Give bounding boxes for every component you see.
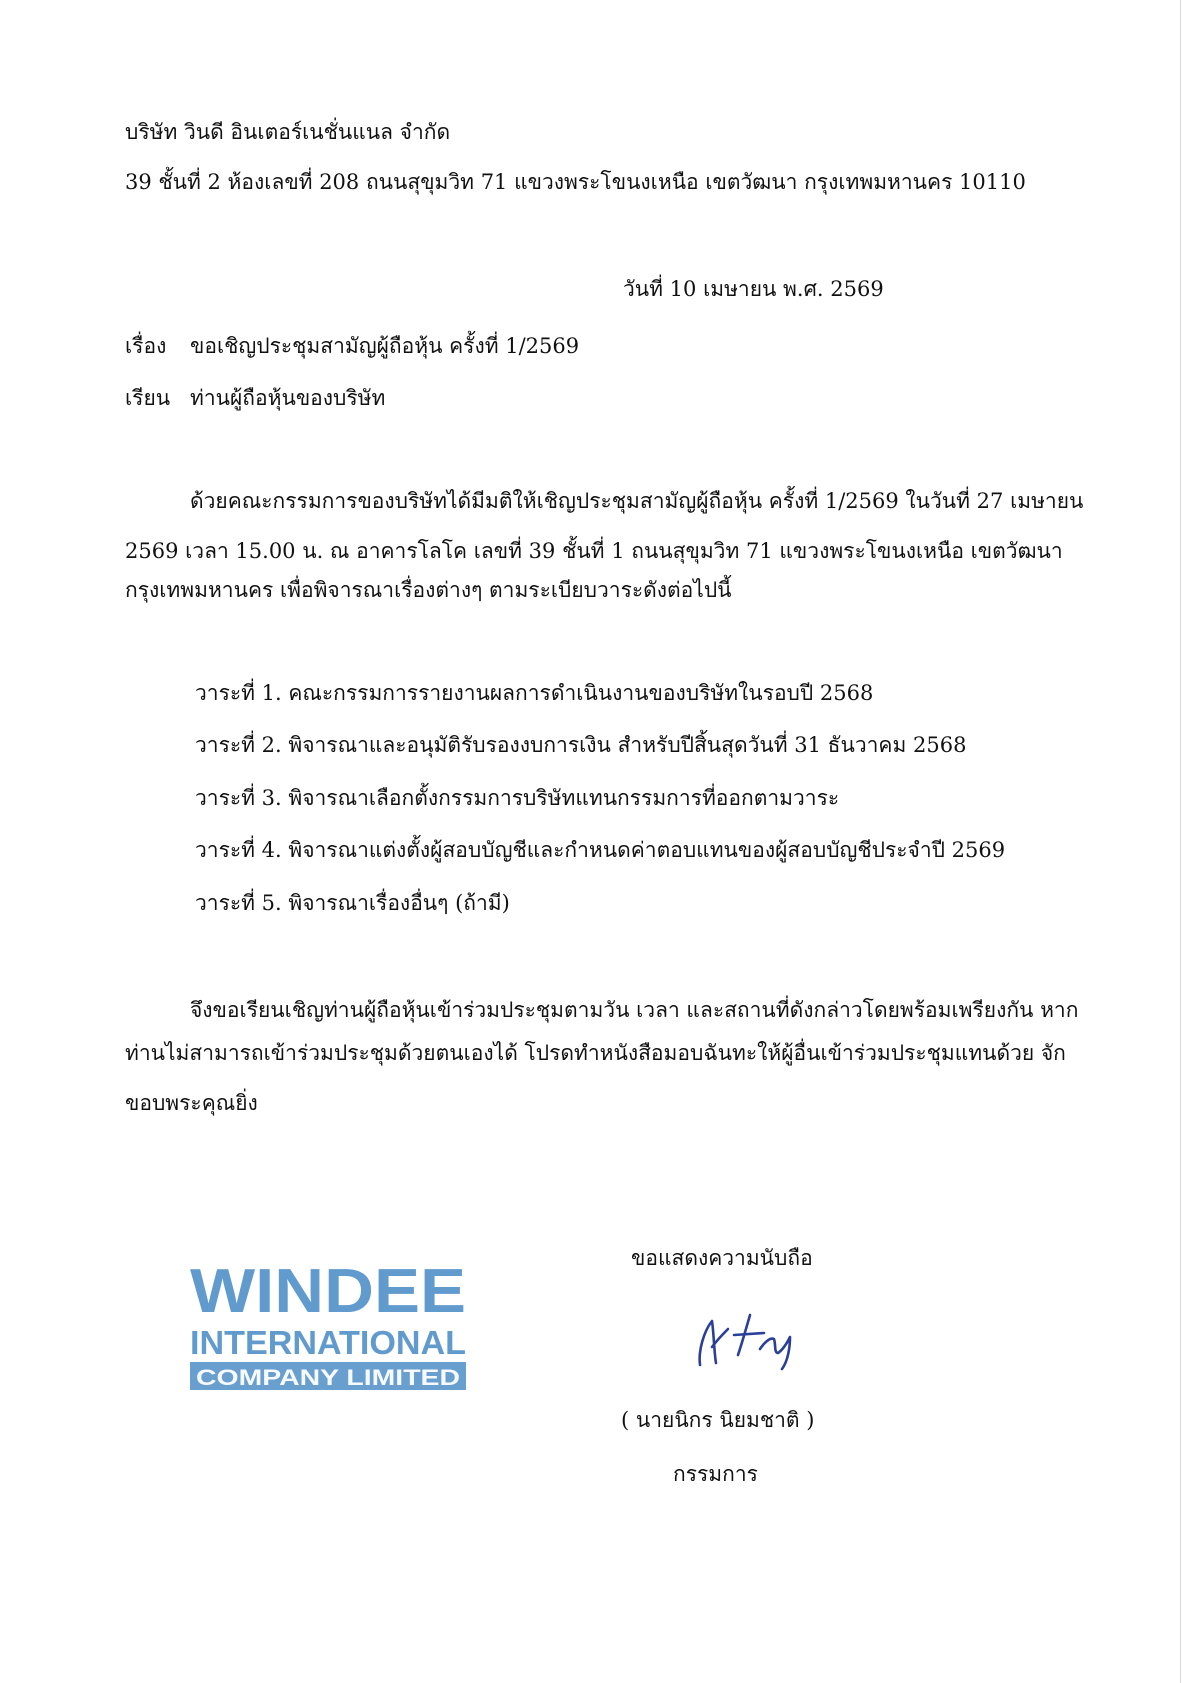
subject-label: เรื่อง: [125, 334, 167, 358]
to-label: เรียน: [125, 386, 171, 410]
agenda-item: วาระที่ 1. คณะกรรมการรายงานผลการดำเนินงานของบริษัทในรอบปี 2568: [195, 681, 874, 705]
svg-text:WINDEE: WINDEE: [190, 1257, 466, 1326]
company-stamp: [186, 1254, 470, 1394]
letter-date: วันที่ 10 เมษายน พ.ศ. 2569: [623, 277, 884, 301]
signer-name: ( นายนิกร นิยมชาติ ): [621, 1408, 815, 1432]
subject-text: ขอเชิญประชุมสามัญผู้ถือหุ้น ครั้งที่ 1/2569: [190, 334, 580, 358]
closing-line: ท่านไม่สามารถเข้าร่วมประชุมด้วยตนเองได้ โปรดทำหนังสือมอบฉันทะให้ผู้อื่นเข้าร่วมประชุมแทนด้วย จัก: [125, 1041, 1066, 1065]
closing-line: ขอบพระคุณยิ่ง: [125, 1091, 258, 1115]
closing-line: จึงขอเรียนเชิญท่านผู้ถือหุ้นเข้าร่วมประชุมตามวัน เวลา และสถานที่ดังกล่าวโดยพร้อมเพรียงกัน หาก: [190, 998, 1079, 1022]
intro-line: 2569 เวลา 15.00 น. ณ อาคารโลโค เลขที่ 39 ชั้นที่ 1 ถนนสุขุมวิท 71 แขวงพระโขนงเหนือ เขตวัฒนา: [125, 539, 1063, 563]
company-address: 39 ชั้นที่ 2 ห้องเลขที่ 208 ถนนสุขุมวิท 71 แขวงพระโขนงเหนือ เขตวัฒนา กรุงเทพมหานคร 10110: [125, 170, 1026, 194]
intro-line: กรุงเทพมหานคร เพื่อพิจารณาเรื่องต่างๆ ตามระเบียบวาระดังต่อไปนี้: [125, 578, 732, 602]
agenda-item: วาระที่ 3. พิจารณาเลือกตั้งกรรมการบริษัทแทนกรรมการที่ออกตามวาระ: [195, 786, 840, 810]
page-edge-line: [1180, 0, 1181, 1683]
regards-text: ขอแสดงความนับถือ: [631, 1246, 813, 1270]
to-text: ท่านผู้ถือหุ้นของบริษัท: [190, 386, 386, 410]
signer-position: กรรมการ: [673, 1462, 758, 1486]
svg-text:INTERNATIONAL: INTERNATIONAL: [190, 1324, 466, 1361]
agenda-item: วาระที่ 4. พิจารณาแต่งตั้งผู้สอบบัญชีและกำหนดค่าตอบแทนของผู้สอบบัญชีประจำปี 2569: [195, 838, 1006, 862]
agenda-item: วาระที่ 2. พิจารณาและอนุมัติรับรองงบการเงิน สำหรับปีสิ้นสุดวันที่ 31 ธันวาคม 2568: [195, 733, 967, 757]
handwritten-signature: [690, 1303, 840, 1373]
agenda-item: วาระที่ 5. พิจารณาเรื่องอื่นๆ (ถ้ามี): [195, 891, 510, 915]
intro-line: ด้วยคณะกรรมการของบริษัทได้มีมติให้เชิญประชุมสามัญผู้ถือหุ้น ครั้งที่ 1/2569 ในวันที่ 27 เมษายน: [190, 489, 1084, 513]
svg-text:COMPANY LIMITED: COMPANY LIMITED: [196, 1365, 460, 1390]
company-name: บริษัท วินดี อินเตอร์เนชั่นแนล จำกัด: [125, 120, 451, 144]
